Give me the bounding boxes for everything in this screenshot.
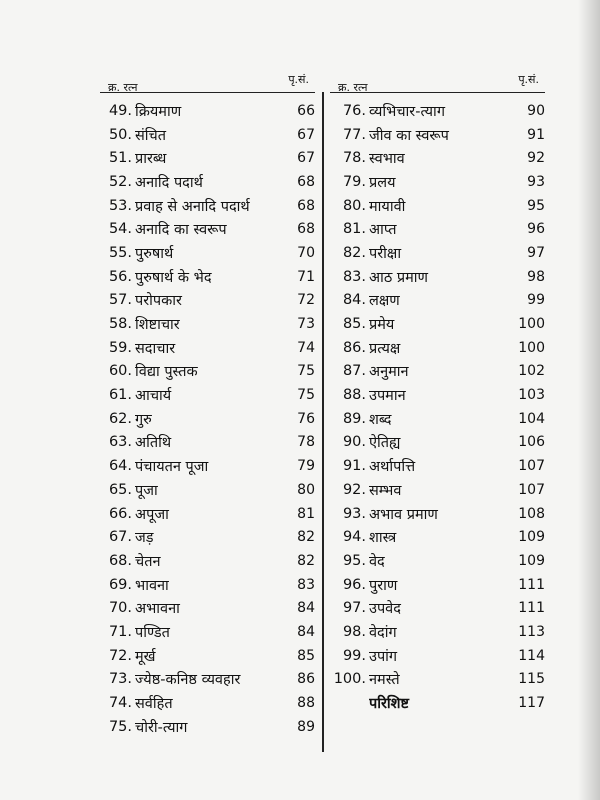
toc-entry	[100, 525, 315, 549]
appendix-page: 117	[518, 695, 545, 712]
toc-entry	[100, 217, 315, 241]
entry-page: 76	[297, 410, 315, 427]
left-page-header: पृ.सं.	[288, 73, 309, 86]
toc-entry	[330, 312, 545, 336]
entry-title: लक्षण	[369, 293, 400, 310]
entry-title: सदाचार	[135, 340, 176, 357]
entry-title: अर्थापत्ति	[369, 459, 416, 476]
entry-title: आप्त	[369, 222, 397, 239]
toc-entry	[100, 715, 315, 739]
entry-number: 66.	[108, 505, 132, 522]
toc-entry	[100, 170, 315, 194]
entry-page: 85	[297, 647, 315, 664]
toc-entry	[330, 336, 545, 360]
column-divider	[322, 92, 324, 752]
entry-title: अनुमान	[369, 364, 409, 381]
entry-number: 81.	[342, 221, 366, 238]
entry-number: 94.	[342, 529, 366, 546]
entry-title: उपमान	[369, 388, 406, 405]
entry-page: 92	[527, 150, 545, 167]
toc-entry	[100, 265, 315, 289]
entry-page: 107	[518, 458, 545, 475]
toc-entry	[100, 431, 315, 455]
entry-title: अतिथि	[135, 435, 172, 452]
entry-number: 60.	[108, 363, 132, 380]
entry-title: अभावना	[135, 601, 180, 618]
entry-number: 76.	[342, 102, 366, 119]
toc-entry	[330, 407, 545, 431]
entry-number: 54.	[108, 221, 132, 238]
entry-page: 106	[518, 434, 545, 451]
entry-page: 72	[297, 292, 315, 309]
entry-number: 90.	[342, 434, 366, 451]
entry-title: शब्द	[369, 411, 392, 428]
entry-page: 104	[518, 410, 545, 427]
entry-number: 79.	[342, 173, 366, 190]
entry-title: पण्डित	[135, 624, 170, 641]
toc-entry	[330, 99, 545, 123]
table-of-contents	[100, 58, 550, 763]
toc-entry	[330, 525, 545, 549]
entry-title: विद्या पुस्तक	[135, 364, 198, 381]
entry-title: पुरुषार्थ	[135, 245, 174, 262]
entry-page: 75	[297, 387, 315, 404]
entry-page: 109	[518, 552, 545, 569]
page-edge-shadow	[578, 0, 600, 800]
right-page-header: पृ.सं.	[518, 73, 539, 86]
entry-page: 103	[518, 387, 545, 404]
toc-entry	[330, 644, 545, 668]
entry-number: 99.	[342, 647, 366, 664]
entry-number: 93.	[342, 505, 366, 522]
entry-number: 73.	[108, 671, 132, 688]
entry-number: 59.	[108, 339, 132, 356]
toc-entry	[100, 549, 315, 573]
entry-title: शास्त्र	[369, 530, 397, 547]
toc-entry	[100, 668, 315, 692]
entry-title: भावना	[135, 577, 169, 594]
entry-number: 86.	[342, 339, 366, 356]
entry-page: 113	[518, 623, 545, 640]
entry-title: आचार्य	[135, 388, 172, 405]
entry-page: 80	[297, 481, 315, 498]
right-column	[330, 58, 545, 715]
entry-number: 67.	[108, 529, 132, 546]
entry-title: नमस्ते	[369, 672, 400, 689]
entry-page: 96	[527, 221, 545, 238]
entry-number: 57.	[108, 292, 132, 309]
toc-entry	[100, 383, 315, 407]
entry-page: 99	[527, 292, 545, 309]
entry-page: 82	[297, 529, 315, 546]
entry-page: 66	[297, 102, 315, 119]
entry-title: अनादि का स्वरूप	[135, 222, 227, 239]
toc-entry	[330, 123, 545, 147]
entry-number: 61.	[108, 387, 132, 404]
entry-page: 107	[518, 481, 545, 498]
entry-title: सर्वहित	[135, 696, 173, 713]
entry-title: पूजा	[135, 482, 158, 499]
entry-title: प्रारब्ध	[135, 151, 167, 168]
entry-number: 55.	[108, 244, 132, 261]
entry-page: 67	[297, 126, 315, 143]
entry-number: 70.	[108, 600, 132, 617]
entry-number: 71.	[108, 623, 132, 640]
entry-page: 81	[297, 505, 315, 522]
toc-entry	[100, 123, 315, 147]
toc-entry	[330, 478, 545, 502]
entry-page: 91	[527, 126, 545, 143]
toc-entry	[100, 478, 315, 502]
entry-number: 92.	[342, 481, 366, 498]
toc-entry	[330, 241, 545, 265]
toc-entry	[330, 454, 545, 478]
entry-page: 111	[518, 576, 545, 593]
toc-entry	[100, 596, 315, 620]
entry-page: 73	[297, 316, 315, 333]
entry-page: 67	[297, 150, 315, 167]
entry-number: 85.	[342, 316, 366, 333]
entry-number: 100.	[333, 671, 366, 688]
entry-page: 90	[527, 102, 545, 119]
toc-entry	[330, 431, 545, 455]
entry-page: 111	[518, 600, 545, 617]
entry-title: ऐतिह्य	[369, 435, 401, 452]
entry-title: पुरुषार्थ के भेद	[135, 269, 212, 286]
entry-number: 49.	[108, 102, 132, 119]
entry-page: 86	[297, 671, 315, 688]
entry-number: 74.	[108, 695, 132, 712]
toc-entry	[330, 596, 545, 620]
toc-entry	[330, 573, 545, 597]
entry-number: 77.	[342, 126, 366, 143]
entry-page: 78	[297, 434, 315, 451]
entry-page: 84	[297, 623, 315, 640]
entry-number: 97.	[342, 600, 366, 617]
appendix-title: परिशिष्ट	[369, 696, 410, 713]
entry-page: 100	[518, 316, 545, 333]
left-serial-header: क्र. रत्न	[108, 81, 138, 94]
toc-entry	[330, 620, 545, 644]
entry-number: 98.	[342, 623, 366, 640]
toc-entry	[330, 668, 545, 692]
entry-title: वेदांग	[369, 624, 397, 641]
entry-number: 56.	[108, 268, 132, 285]
entry-title: उपवेद	[369, 601, 401, 618]
entry-number: 88.	[342, 387, 366, 404]
toc-entry	[100, 312, 315, 336]
entry-title: वेद	[369, 553, 385, 570]
entry-number: 52.	[108, 173, 132, 190]
entry-title: प्रवाह से अनादि पदार्थ	[135, 198, 250, 215]
entry-page: 89	[297, 718, 315, 735]
entry-number: 78.	[342, 150, 366, 167]
entry-number: 68.	[108, 552, 132, 569]
entry-number: 96.	[342, 576, 366, 593]
toc-entry	[100, 620, 315, 644]
toc-entry	[330, 170, 545, 194]
entry-page: 98	[527, 268, 545, 285]
entry-page: 95	[527, 197, 545, 214]
entry-title: प्रमेय	[369, 317, 395, 334]
toc-entry	[330, 217, 545, 241]
entry-title: अभाव प्रमाण	[369, 506, 438, 523]
entry-page: 68	[297, 197, 315, 214]
toc-entry	[330, 146, 545, 170]
entry-title: परीक्षा	[369, 245, 402, 262]
left-column	[100, 58, 315, 739]
toc-entry	[100, 194, 315, 218]
entry-page: 114	[518, 647, 545, 664]
entry-number: 89.	[342, 410, 366, 427]
entry-number: 63.	[108, 434, 132, 451]
entry-page: 84	[297, 600, 315, 617]
entry-page: 71	[297, 268, 315, 285]
entry-title: गुरु	[135, 411, 152, 428]
toc-entry	[330, 360, 545, 384]
toc-entry	[100, 454, 315, 478]
toc-entry	[100, 241, 315, 265]
entry-title: मूर्ख	[135, 648, 156, 665]
entry-title: जीव का स्वरूप	[369, 127, 449, 144]
entry-number: 87.	[342, 363, 366, 380]
entry-number: 62.	[108, 410, 132, 427]
entry-number: 91.	[342, 458, 366, 475]
toc-entry	[330, 549, 545, 573]
entry-page: 68	[297, 221, 315, 238]
entry-page: 79	[297, 458, 315, 475]
entry-page: 102	[518, 363, 545, 380]
entry-title: पुराण	[369, 577, 398, 594]
entry-page: 83	[297, 576, 315, 593]
right-column-header	[330, 58, 545, 93]
toc-entry	[330, 265, 545, 289]
entry-page: 108	[518, 505, 545, 522]
entry-number: 84.	[342, 292, 366, 309]
toc-entry	[100, 644, 315, 668]
toc-entry	[330, 289, 545, 313]
entry-page: 109	[518, 529, 545, 546]
entry-title: चोरी-त्याग	[135, 719, 188, 736]
entry-title: संचित	[135, 127, 167, 144]
entry-number: 75.	[108, 718, 132, 735]
entry-number: 58.	[108, 316, 132, 333]
entry-number: 80.	[342, 197, 366, 214]
toc-entry	[100, 573, 315, 597]
toc-entry	[100, 691, 315, 715]
entry-title: मायावी	[369, 198, 406, 215]
entry-page: 115	[518, 671, 545, 688]
entry-title: पंचायतन पूजा	[135, 459, 209, 476]
toc-entry	[100, 99, 315, 123]
entry-number: 82.	[342, 244, 366, 261]
entry-number: 65.	[108, 481, 132, 498]
entry-page: 75	[297, 363, 315, 380]
entry-title: प्रलय	[369, 174, 396, 191]
entry-title: सम्भव	[369, 482, 402, 499]
entry-page: 88	[297, 695, 315, 712]
entry-title: व्यभिचार-त्याग	[369, 103, 445, 120]
entry-number: 95.	[342, 552, 366, 569]
right-serial-header: क्र. रत्न	[338, 81, 368, 94]
entry-number: 69.	[108, 576, 132, 593]
right-entries	[330, 99, 545, 691]
toc-entry	[100, 146, 315, 170]
entry-title: क्रियमाण	[135, 103, 182, 120]
entry-number: 51.	[108, 150, 132, 167]
entry-title: अनादि पदार्थ	[135, 174, 203, 191]
appendix-entry	[330, 691, 545, 715]
toc-entry	[330, 383, 545, 407]
entry-number: 83.	[342, 268, 366, 285]
toc-entry	[100, 502, 315, 526]
toc-entry	[100, 289, 315, 313]
entry-title: शिष्टाचार	[135, 317, 180, 334]
entry-page: 93	[527, 173, 545, 190]
entry-title: स्वभाव	[369, 151, 405, 168]
entry-title: अपूजा	[135, 506, 169, 523]
toc-entry	[100, 407, 315, 431]
entry-page: 100	[518, 339, 545, 356]
entry-number: 64.	[108, 458, 132, 475]
entry-title: ज्येष्ठ-कनिष्ठ व्यवहार	[135, 672, 241, 689]
entry-number: 50.	[108, 126, 132, 143]
toc-entry	[330, 502, 545, 526]
entry-page: 68	[297, 173, 315, 190]
entry-title: प्रत्यक्ष	[369, 340, 401, 357]
left-entries	[100, 99, 315, 739]
toc-entry	[100, 360, 315, 384]
entry-number: 53.	[108, 197, 132, 214]
entry-title: उपांग	[369, 648, 398, 665]
entry-title: चेतन	[135, 553, 161, 570]
left-column-header	[100, 58, 315, 93]
entry-page: 74	[297, 339, 315, 356]
entry-page: 70	[297, 244, 315, 261]
entry-title: परोपकार	[135, 293, 182, 310]
entry-page: 82	[297, 552, 315, 569]
toc-entry	[100, 336, 315, 360]
entry-title: जड़	[135, 530, 154, 547]
toc-entry	[330, 194, 545, 218]
entry-title: आठ प्रमाण	[369, 269, 429, 286]
entry-number: 72.	[108, 647, 132, 664]
entry-page: 97	[527, 244, 545, 261]
